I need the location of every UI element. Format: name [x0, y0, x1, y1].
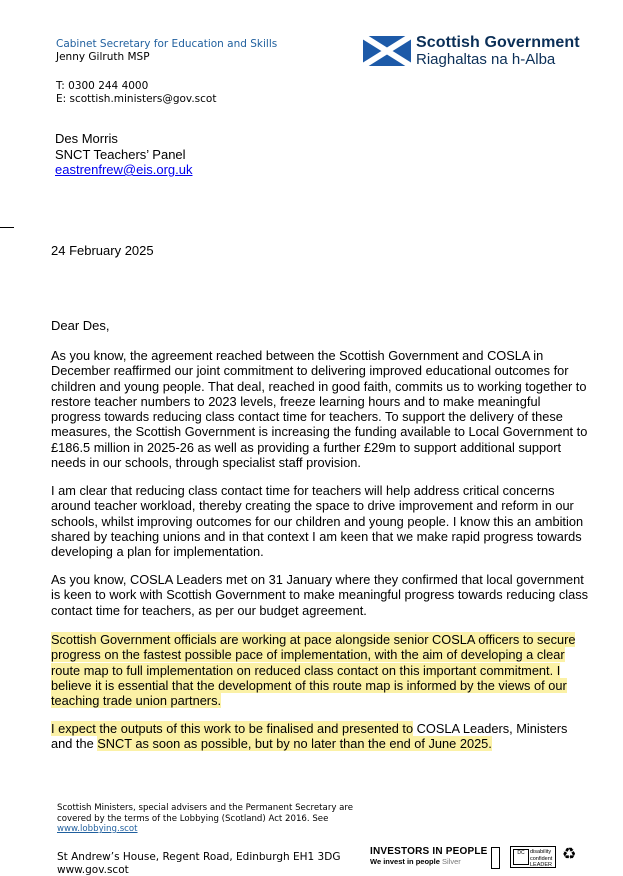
logo-name-gaelic: Riaghaltas na h-Alba: [416, 51, 556, 68]
iip-subtitle: We invest in people Silver: [370, 857, 461, 866]
iip-title: INVESTORS IN PEOPLE: [370, 846, 488, 857]
sender-title: Cabinet Secretary for Education and Skills: [56, 38, 278, 50]
lobbying-notice: [57, 803, 357, 835]
disability-confident-mark: DC: [513, 849, 529, 865]
paragraph-1: [51, 348, 591, 470]
paragraph-5: [51, 721, 591, 752]
paragraph-3-text: As you know, COSLA Leaders met on 31 January where they confirmed that local government is keen to work with Scottish Government to make meaningful progress towards reducing class contact time for teachers, as per our budget agreement.: [51, 572, 589, 618]
salutation: Dear Des,: [51, 318, 110, 333]
disability-confident-badge: DC disability confident LEADER: [510, 846, 556, 868]
recipient-name: Des Morris: [55, 131, 118, 146]
paragraph-5-highlight-a: I expect the outputs of this work to be finalised and presented to: [51, 721, 414, 736]
recycle-icon: ♻: [562, 846, 577, 863]
paragraph-5-plain: COSLA Leaders, Ministers and the: [51, 721, 568, 752]
paragraph-5-highlight-b: SNCT as soon as possible, but by no later than the end of June 2025.: [97, 736, 492, 752]
recipient-org: SNCT Teachers’ Panel: [55, 147, 186, 162]
footer-address: St Andrew’s House, Regent Road, Edinburgh EH1 3DG: [57, 851, 341, 863]
paragraph-4: [51, 632, 591, 708]
paragraph-4-text: Scottish Government officials are working at pace alongside senior COSLA officers to secure progress on the fastest possible pace of implementation, with the aim of developing a clear route map to full implementation on reduced class contact on this important commitment. I believe it is essential that the development of this route map is informed by the views of our teaching trade union partners.: [51, 632, 576, 709]
paragraph-1-text: As you know, the agreement reached between the Scottish Government and COSLA in December reaffirmed our joint commitment to delivering improved educational outcomes for children and young people. That deal, reached in good faith, commits us to working together to restore teacher numbers to 2023 levels, freeze learning hours and to make meaningful progress towards reducing class contact time for teachers. To support the delivery of these measures, the Scottish Government is increasing the funding available to Local Government to £186.5 million in 2025-26 as well as providing a further £29m to support additional support needs in our schools, through specialist staff provision.: [51, 348, 588, 471]
lobbying-notice-text: Scottish Ministers, special advisers and the Permanent Secretary are covered by the terms of the Lobbying (Scotland) Act 2016. See: [57, 803, 354, 824]
sender-email: E: scottish.ministers@gov.scot: [56, 93, 217, 105]
fold-mark: [0, 227, 14, 228]
letter-date: 24 February 2025: [51, 243, 154, 258]
scottish-government-logo: [363, 34, 583, 70]
sender-name: Jenny Gilruth MSP: [56, 51, 150, 63]
paragraph-3: [51, 572, 591, 618]
logo-name-english: Scottish Government: [416, 34, 580, 51]
lobbying-link[interactable]: www.lobbying.scot: [57, 824, 138, 834]
paragraph-2-text: I am clear that reducing class contact time for teachers will help address critical concerns around teacher workload, thereby creating the space to drive improvement and reform in our schools, whilst improving outcomes for our children and young people. I know this an ambition shared by teaching unions and in that context I am keen that we make rapid progress towards developing a plan for implementation.: [51, 483, 584, 560]
sender-phone: T: 0300 244 4000: [56, 80, 149, 92]
saltire-flag-icon: [363, 36, 411, 66]
recipient-email-link[interactable]: eastrenfrew@eis.org.uk: [55, 162, 193, 177]
paragraph-2: [51, 483, 591, 559]
investors-in-people-badge: [370, 846, 500, 866]
iip-level-box: [491, 847, 500, 869]
footer-website: www.gov.scot: [57, 864, 129, 876]
